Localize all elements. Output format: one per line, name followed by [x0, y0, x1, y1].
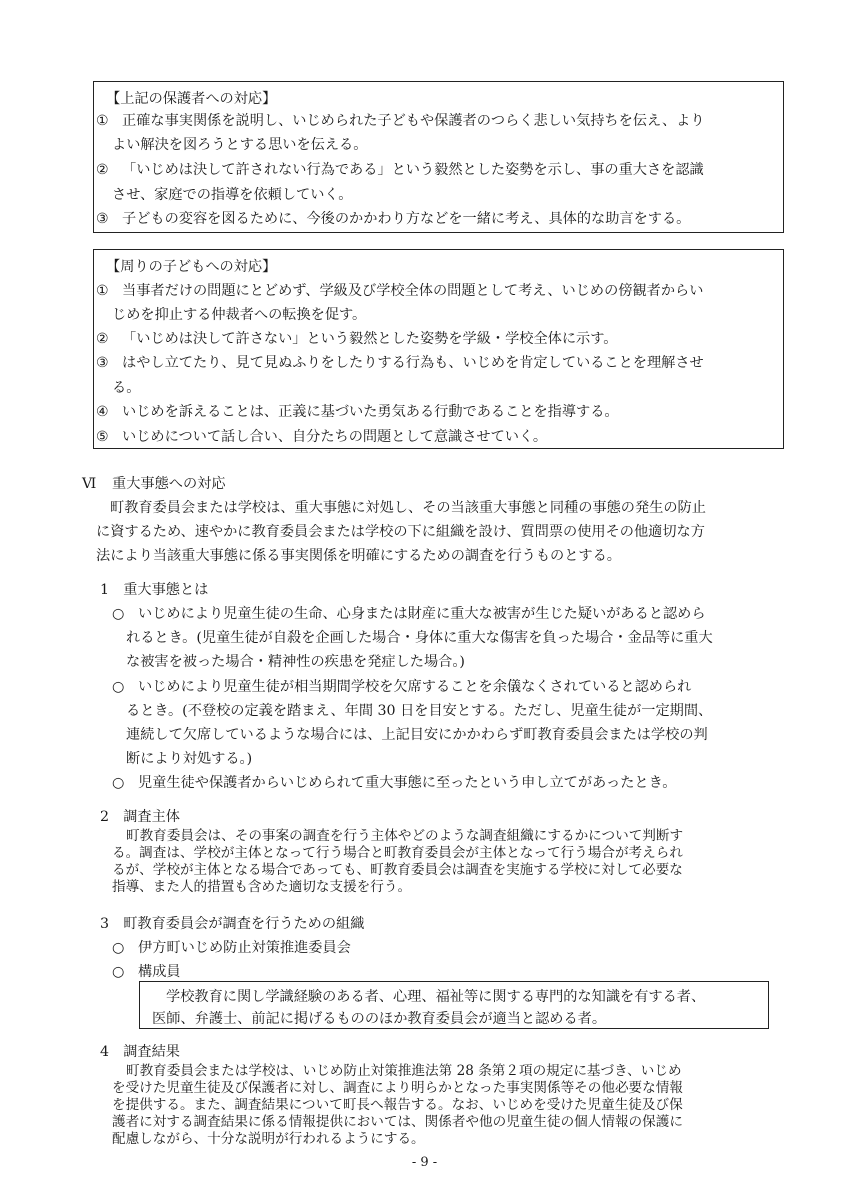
member-box-line: 医師、弁護士、前記に掲げるもののほか教育委員会が適当と認める者。 [152, 1011, 607, 1027]
bullet-item: ○ 構成員 [112, 964, 181, 980]
list-item: ① 正確な事実関係を説明し、いじめられた子どもや保護者のつらく悲しい気持ちを伝え、より [96, 113, 705, 129]
list-item-continuation: させ、家庭での指導を依頼していく。 [112, 187, 353, 203]
list-item: ② 「いじめは決して許されない行為である」という毅然とした姿勢を示し、事の重大さを認識 [96, 162, 704, 178]
page-number: - 9 - [411, 1155, 438, 1170]
paragraph-line: 指導、また人的措置も含めた適切な支援を行う。 [112, 879, 412, 895]
paragraph-line: 町教育委員会または学校は、いじめ防止対策推進法第 28 条第２項の規定に基づき、いじめ [126, 1063, 682, 1079]
bullet-continuation: れるとき。(児童生徒が自殺を企画した場合・身体に重大な傷害を負った場合・金品等に重大 [126, 630, 713, 646]
list-item: ① 当事者だけの問題にとどめず、学級及び学校全体の問題として考え、いじめの傍観者からい [96, 283, 704, 299]
list-item-continuation: る。 [112, 380, 141, 396]
list-item-continuation: よい解決を図ろうとする思いを伝える。 [112, 137, 368, 153]
list-item: ③ 子どもの変容を図るために、今後のかかわり方などを一緒に考え、具体的な助言をする。 [96, 211, 691, 227]
bullet-continuation: るとき。(不登校の定義を踏まえ、年間 30 日を目安とする。ただし、児童生徒が一定期間、 [126, 703, 713, 719]
list-item: ⑤ いじめについて話し合い、自分たちの問題として意識させていく。 [96, 429, 548, 445]
member-box-line: 学校教育に関し学識経験のある者、心理、福祉等に関する専門的な知識を有する者、 [166, 989, 706, 1005]
subsection-heading: 4 調査結果 [100, 1044, 180, 1060]
bullet-continuation: 断により対処する。) [126, 751, 253, 767]
paragraph-line: 配慮しながら、十分な説明が行われるようにする。 [112, 1131, 425, 1147]
list-item: ② 「いじめは決して許さない」という毅然とした姿勢を学級・学校全体に示す。 [96, 331, 618, 347]
paragraph-line: る。調査は、学校が主体となって行う場合と町教育委員会が主体となって行う場合が考えられ [112, 845, 683, 861]
section-intro-line: 町教育委員会または学校は、重大事態に対処し、その当該重大事態と同種の事態の発生の防止 [110, 500, 706, 516]
bullet-item: ○ 児童生徒や保護者からいじめられて重大事態に至ったという申し立てがあったとき。 [112, 775, 677, 791]
paragraph-line: 護者に対する調査結果に係る情報提供においては、関係者や他の児童生徒の個人情報の保護に [112, 1114, 683, 1130]
subsection-heading: 2 調査主体 [100, 809, 180, 825]
paragraph-line: 町教育委員会は、その事案の調査を行う主体やどのような調査組織にするかについて判断す [126, 828, 684, 844]
paragraph-line: を受けた児童生徒及び保護者に対し、調査により明らかとなった事実関係等その他必要な情報 [112, 1080, 683, 1096]
bullet-item: ○ いじめにより児童生徒が相当期間学校を欠席することを余儀なくされていると認められ [112, 679, 692, 695]
bullet-item: ○ いじめにより児童生徒の生命、心身または財産に重大な被害が生じた疑いがあると認めら [112, 606, 706, 622]
bullet-item: ○ 伊方町いじめ防止対策推進委員会 [112, 940, 351, 956]
peer-response-heading: 【周りの子どもへの対応】 [106, 259, 277, 275]
list-item: ③ はやし立てたり、見て見ぬふりをしたりする行為も、いじめを肯定していることを理解させ [96, 355, 704, 371]
paragraph-line: るが、学校が主体となる場合であっても、町教育委員会は調査を実施する学校に対して必要な [112, 862, 683, 878]
section-intro-line: に資するため、速やかに教育委員会または学校の下に組織を設け、質問票の使用その他適切な方 [96, 524, 705, 540]
list-item: ④ いじめを訴えることは、正義に基づいた勇気ある行動であることを指導する。 [96, 404, 619, 420]
list-item-continuation: じめを抑止する仲裁者への転換を促す。 [112, 307, 367, 323]
subsection-heading: 3 町教育委員会が調査を行うための組織 [100, 916, 365, 932]
paragraph-line: を提供する。また、調査結果について町長へ報告する。なお、いじめを受けた児童生徒及び保 [112, 1097, 683, 1113]
bullet-continuation: 連続して欠席しているような場合には、上記目安にかかわらず町教育委員会または学校の判 [126, 727, 708, 743]
bullet-continuation: な被害を被った場合・精神性の疾患を発症した場合。) [126, 654, 465, 670]
section-heading: Ⅵ 重大事態への対応 [82, 476, 226, 492]
section-intro-line: 法により当該重大事態に係る事実関係を明確にするための調査を行うものとする。 [96, 548, 621, 564]
parent-response-heading: 【上記の保護者への対応】 [106, 91, 277, 107]
subsection-heading: 1 重大事態とは [100, 582, 209, 598]
